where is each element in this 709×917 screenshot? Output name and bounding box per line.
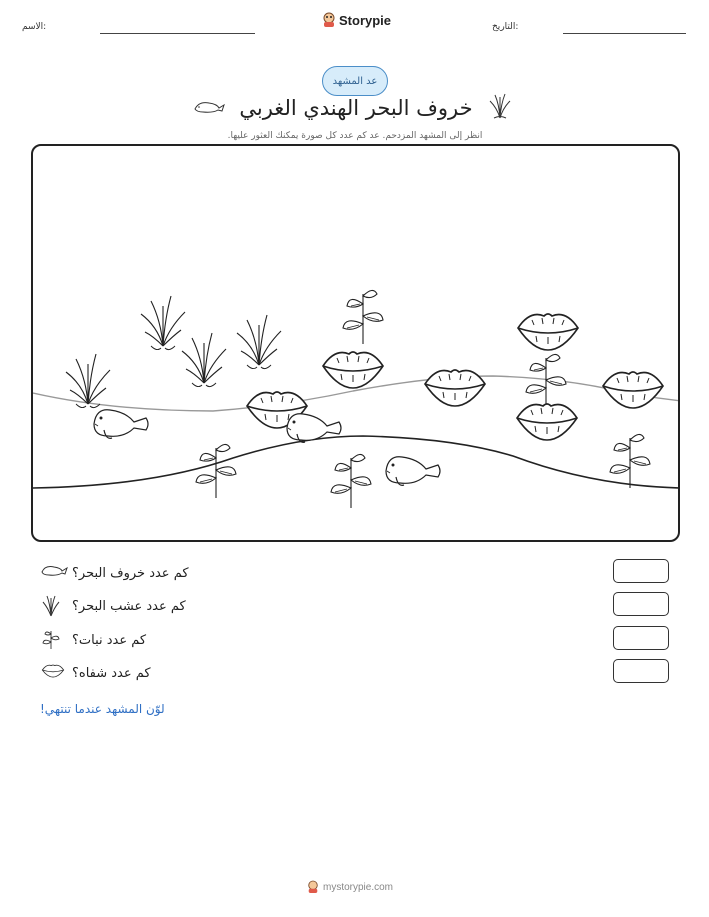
question-seagrass: كم عدد عشب البحر؟ [72,599,186,614]
plant-4 [526,354,566,408]
activity-badge: عد المشهد [322,66,388,96]
plant-3 [331,454,371,508]
question-plant: كم عدد نبات؟ [72,633,147,648]
counting-scene [31,144,680,542]
brand-logo [322,12,391,28]
coloring-note: لوّن المشهد عندما تنتهي! [40,702,165,716]
plant-1 [343,290,383,344]
seagrass-3 [182,333,226,387]
question-lips: كم عدد شفاه؟ [72,666,151,681]
answer-box-plant[interactable] [613,626,669,650]
instructions: انظر إلى المشهد المزدحم. عد كم عدد كل صورة يمكنك العثور عليها. [227,131,483,141]
date-field-line[interactable] [563,33,686,34]
worksheet-title: خروف البحر الهندي الغربي [239,96,473,120]
seagrass-1 [66,354,110,408]
seagrass-4 [237,315,281,369]
storypie-mascot-icon [307,880,319,894]
name-field-line[interactable] [100,33,255,34]
lips-2 [425,370,485,406]
manatee-icon [193,98,225,116]
plant-2 [196,444,236,498]
answer-box-manatee[interactable] [613,559,669,583]
lips-5 [603,372,663,408]
footer [307,880,393,894]
manatee-1 [94,410,148,439]
plant-icon [42,628,60,650]
lips-1 [323,352,383,388]
storypie-mascot-icon [322,12,336,28]
brand-name: Storypie [339,12,392,28]
seagrass-2 [141,296,185,350]
seagrass-icon [41,594,61,618]
date-label: التاريخ: [492,22,519,32]
answer-box-seagrass[interactable] [613,592,669,616]
seagrass-icon [487,92,513,120]
question-manatee: كم عدد خروف البحر؟ [72,566,189,581]
lips-icon [41,662,65,678]
lips-4 [517,404,577,440]
scene-illustration [33,146,680,542]
footer-site[interactable]: mystorypie.com [323,881,394,893]
plant-5 [610,434,650,488]
name-label: الاسم: [22,22,47,32]
manatee-3 [386,457,440,486]
manatee-icon [40,563,68,579]
answer-box-lips[interactable] [613,659,669,683]
lips-3 [518,314,578,350]
